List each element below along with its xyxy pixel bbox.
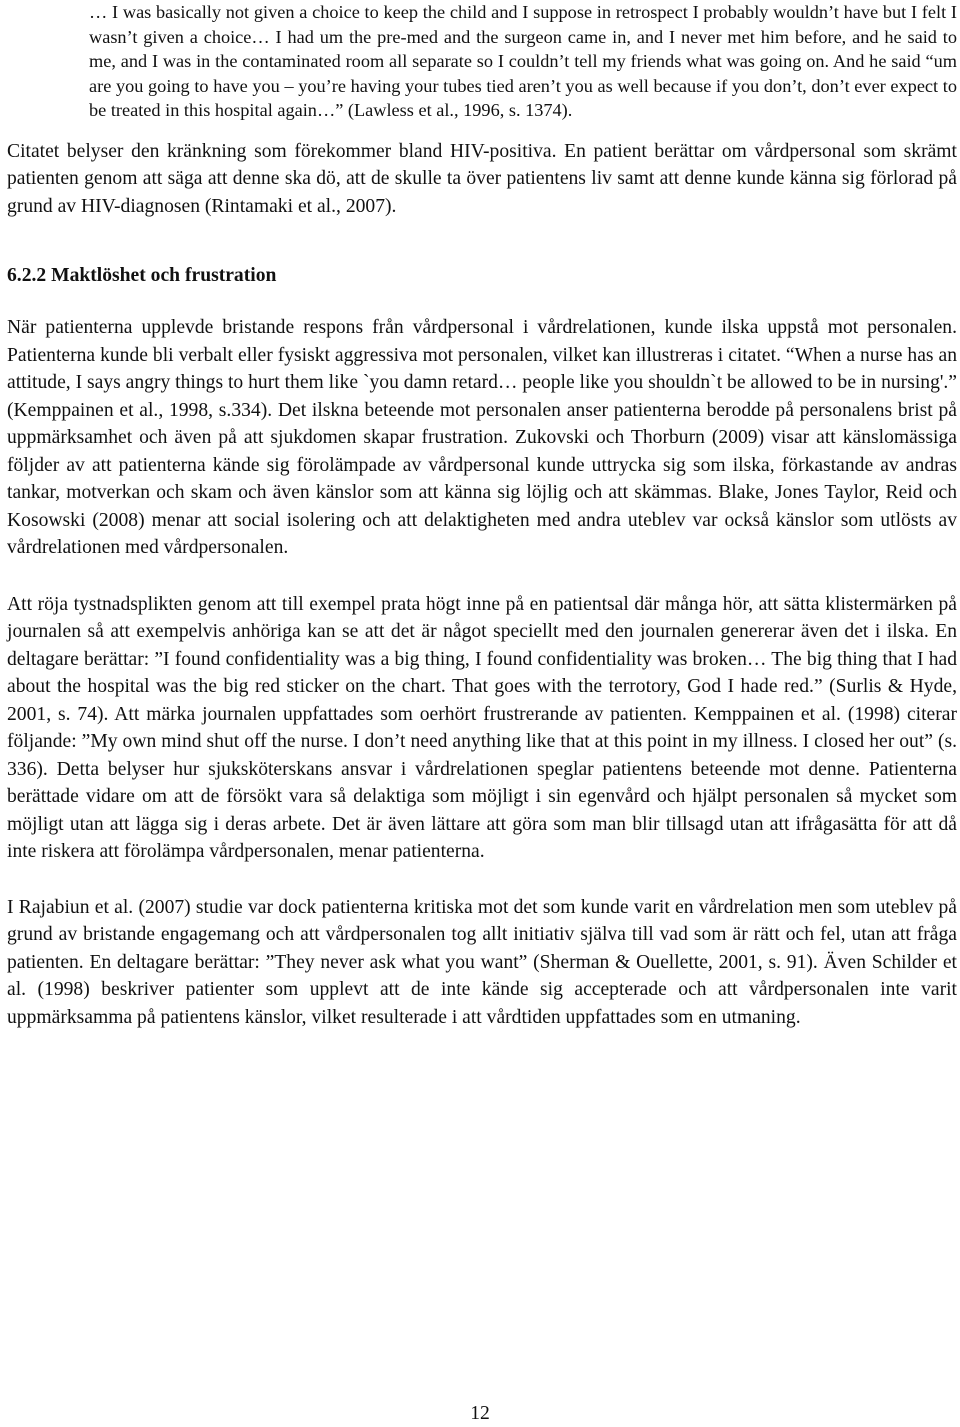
block-quote: … I was basically not given a choice to keep the child and I suppose in retrospect I probably wouldn’t have but I felt I wasn’t given a choice… I had um the pre-med and the surgeon came in, and I never met him before, and he said to me, and I was in the contaminated room all separate so I couldn’t tell my friends what was going on. And he said “um are you going to have you – you’re having your tubes tied aren’t you as well because if you don’t, don’t ever expect to be treated in this hospital again…” (Lawless et al., 1996, s. 1374). <box>89 2 957 121</box>
page-number: 12 <box>470 1403 490 1424</box>
section-heading: 6.2.2 Maktlöshet och frustration <box>7 265 277 287</box>
paragraph-3: Att röja tystnadsplikten genom att till exempel prata högt inne på en patientsal där många hör, att sätta klistermärken på journalen så att exempelvis anhöriga kan se att det är något speciellt med den journalen genererar även det i ilska. En deltagare berättar: ”I found confidentiality was a big thing, I found confidentiality was broken… The big thing that I had about the hospital was the big red sticker on the chart. That goes with the terrotory, God I hade red.” (Surlis & Hyde, 2001, s. 74). Att märka journalen uppfattades som oerhört frustrerande av patienten. Kemppainen et al. (1998) citerar följande: ”My own mind shut off the nurse. I don’t need anything like that at this point in my illness. I closed her out” (s. 336). Detta belyser hur sjuksköterskans ansvar i vårdrelationen speglar patientens beteende mot denne. Patienterna berättade vidare om att de försökt vara så delaktiga som möjligt i sin egenvård och hjälpt personalen så mycket som möjligt utan att lägga sig i deras arbete. Det är även lättare att göra som man blir tillsagd utan att ifrågasätta för att då inte riskera att förolämpa vårdpersonalen, menar patienterna. <box>7 593 957 863</box>
paragraph-2: När patienterna upplevde bristande respons från vårdpersonal i vårdrelationen, kunde ilska uppstå mot personalen. Patienterna kunde bli verbalt eller fysiskt aggressiva mot personalen, vilket kan illustreras i citatet. “When a nurse has an attitude, I says angry things to hurt them like `you damn retard… people like you shouldn`t be allowed to be in nursing'.” (Kemppainen et al., 1998, s.334). Det ilskna beteende mot personalen anser patienterna berodde på personalens brist på uppmärksamhet och även på att sjukdomen skapar frustration. Zukovski och Thorburn (2009) visar att känslomässiga följder av att patienterna kände sig förolämpade av vårdpersonal kunde uttrycka sig som ilska, förkastande av andras tankar, motverkan och skam och även känslor som att känna sig löjlig och att skämmas. Blake, Jones Taylor, Reid och Kosowski (2008) menar att social isolering och att delaktigheten med andra uteblev var också känslor som utlösts av vårdrelationen med vårdpersonalen. <box>7 317 957 559</box>
paragraph-4: I Rajabiun et al. (2007) studie var dock patienterna kritiska mot det som kunde varit en vårdrelation men som uteblev på grund av bristande engagemang och att vårdpersonalen tog allt initiativ själva till vad som är rätt och fel, utan att fråga patienten. En deltagare berättar: ”They never ask what you want” (Sherman & Ouellette, 2001, s. 91). Även Schilder et al. (1998) beskriver patienter som upplevt att de inte kände sig accepterade och att vårdpersonalen inte varit uppmärksamma på patientens känslor, vilket resulterade i att vårdtiden uppfattades som en utmaning. <box>7 896 957 1028</box>
document-page <box>7 0 957 1031</box>
paragraph-1: Citatet belyser den kränkning som förekommer bland HIV-positiva. En patient berättar om vårdpersonal som skrämt patienten genom att säga att denne ska dö, att de skulle ta över patientens liv samt att denne kunde känna sig förlorad på grund av HIV-diagnosen (Rintamaki et al., 2007). <box>7 140 957 217</box>
